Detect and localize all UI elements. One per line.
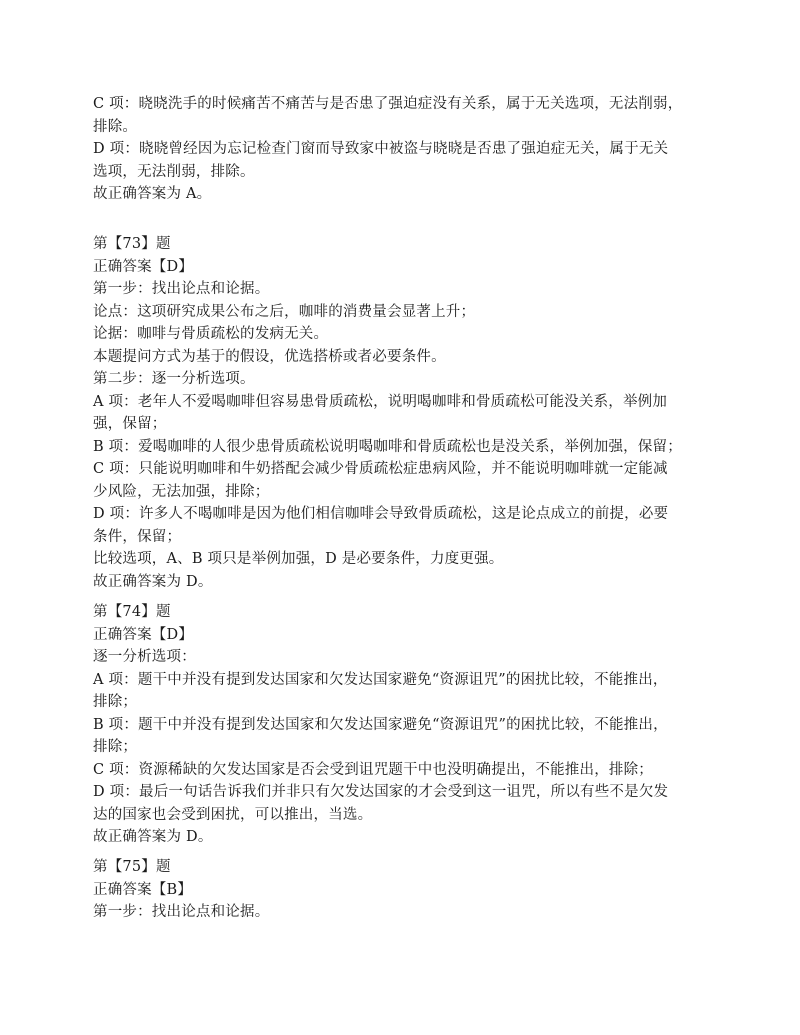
text-line: 逐一分析选项：	[93, 649, 196, 665]
text-line: B 项：爱喝咖啡的人很少患骨质疏松说明喝咖啡和骨质疏松也是没关系，举例加强，保留；	[93, 438, 682, 455]
question-74	[93, 601, 713, 849]
text-line: 达的国家也会受到困扰，可以推出，当选。	[93, 806, 373, 823]
question-75	[93, 856, 713, 924]
text-line: 第一步：找出论点和论据。	[93, 281, 270, 297]
conclusion-line: 故正确答案为 D。	[93, 573, 213, 590]
text-line: 选项，无法削弱，排除。	[93, 163, 255, 180]
correct-answer: 正确答案【D】	[93, 258, 194, 275]
text-line: A 项：老年人不爱喝咖啡但容易患骨质疏松，说明喝咖啡和骨质疏松可能没关系，举例加	[93, 393, 668, 410]
text-line: B 项：题干中并没有提到发达国家和欠发达国家避免“资源诅咒”的困扰比较，不能推出，	[93, 716, 668, 733]
text-line: 本题提问方式为基于的假设，优选搭桥或者必要条件。	[93, 348, 446, 365]
text-line: 排除；	[93, 694, 138, 710]
correct-answer: 正确答案【D】	[93, 626, 194, 643]
text-line: 第二步：逐一分析选项。	[93, 371, 255, 387]
text-line: C 项：资源稀缺的欠发达国家是否会受到诅咒题干中也没明确提出，不能推出，排除；	[93, 761, 654, 778]
question-73	[93, 233, 713, 593]
text-line: D 项：晓晓曾经因为忘记检查门窗而导致家中被盗与晓晓是否患了强迫症无关，属于无关	[93, 141, 669, 157]
text-line: C 项：晓晓洗手的时候痛苦不痛苦与是否患了强迫症没有关系，属于无关选项，无法削弱，	[93, 96, 683, 112]
correct-answer: 正确答案【B】	[93, 881, 193, 898]
text-line: 比较选项，A、B 项只是举例加强，D 是必要条件，力度更强。	[93, 551, 504, 567]
text-line: 第一步：找出论点和论据。	[93, 904, 270, 920]
previous-question-explanation	[93, 93, 713, 206]
text-line: C 项：只能说明咖啡和牛奶搭配会减少骨质疏松症患病风险，并不能说明咖啡就一定能减	[93, 461, 668, 477]
conclusion-line: 故正确答案为 D。	[93, 829, 213, 845]
question-title: 第【74】题	[93, 604, 171, 620]
text-line: 论点：这项研究成果公布之后，咖啡的消费量会显著上升；	[93, 303, 476, 320]
text-line: 强，保留；	[93, 416, 167, 432]
text-line: 少风险，无法加强，排除；	[93, 483, 270, 500]
text-line: 排除；	[93, 739, 138, 755]
text-line: 论据：咖啡与骨质疏松的发病无关。	[93, 326, 329, 342]
text-line: A 项：题干中并没有提到发达国家和欠发达国家避免“资源诅咒”的困扰比较，不能推出，	[93, 671, 668, 688]
text-line: D 项：最后一句话告诉我们并非只有欠发达国家的才会受到这一诅咒，所以有些不是欠发	[93, 784, 669, 800]
conclusion-line: 故正确答案为 A。	[93, 186, 212, 202]
question-title: 第【73】题	[93, 236, 171, 252]
text-line: D 项：许多人不喝咖啡是因为他们相信咖啡会导致骨质疏松，这是论点成立的前提，必要	[93, 506, 669, 522]
question-title: 第【75】题	[93, 859, 171, 875]
text-line: 条件，保留；	[93, 528, 182, 545]
text-line: 排除。	[93, 118, 138, 135]
